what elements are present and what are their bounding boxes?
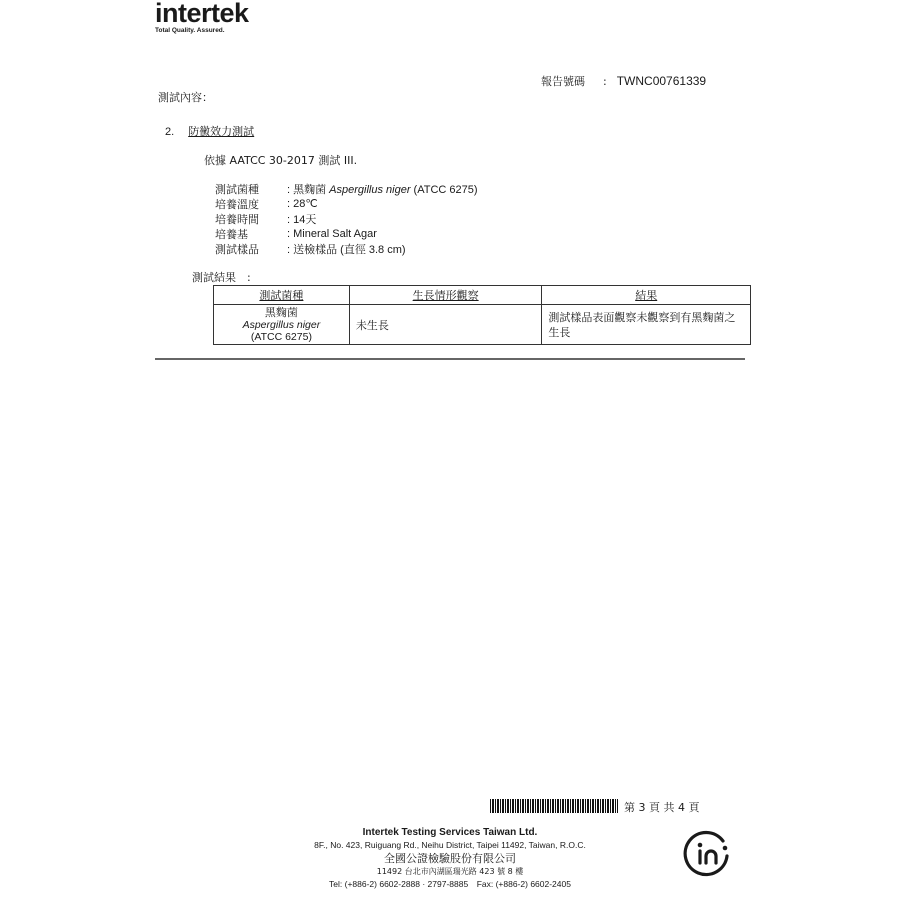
growth-cell: 未生長: [349, 305, 542, 345]
param-value: : 28℃: [287, 198, 318, 210]
logo-wordmark: intertek: [155, 0, 249, 28]
organism-cell: [214, 305, 350, 345]
footer-address: 8F., No. 423, Ruiguang Rd., Neihu District, Taipei 11492, Taiwan, R.O.C.: [314, 840, 586, 850]
test-content-label: 測試內容：: [158, 91, 213, 104]
page-number: 第 3 頁 共 4 頁: [624, 801, 700, 814]
footer-company: Intertek Testing Services Taiwan Ltd.: [362, 827, 538, 838]
section-title: 防黴效力測試: [188, 125, 255, 138]
report-number-colon: :: [603, 75, 607, 88]
test-parameters: [215, 181, 478, 256]
section-heading: [165, 123, 254, 139]
param-row: [215, 226, 478, 241]
param-value-prefix: : 黑麴菌: [287, 183, 330, 196]
report-number-value: TWNC00761339: [616, 74, 707, 88]
param-label: 測試樣品: [215, 242, 259, 256]
param-value: : Mineral Salt Agar: [287, 227, 377, 240]
param-row: [215, 181, 478, 196]
param-value: : 送檢樣品 (直徑 3.8 cm): [287, 243, 406, 256]
table-header-row: [214, 286, 751, 305]
organism-latin: [220, 319, 343, 331]
organism-strain: (ATCC 6275): [250, 330, 312, 343]
param-label: 培養基: [215, 227, 248, 241]
footer: [280, 826, 620, 890]
param-value-italic: Aspergillus niger: [329, 183, 411, 196]
result-cell: 測試樣品表面觀察未觀察到有黑麴菌之生長: [542, 305, 751, 345]
table-row: [214, 305, 751, 345]
column-header-growth: [349, 286, 542, 305]
param-label: 培養溫度: [215, 197, 259, 211]
footer-company-chinese: 全國公證檢驗股份有限公司: [384, 852, 516, 865]
param-value-suffix: (ATCC 6275): [410, 183, 478, 196]
section-divider: [155, 358, 745, 360]
column-header-result: [542, 286, 751, 305]
param-label: 測試菌種: [215, 182, 259, 196]
param-value: : 14天: [287, 213, 317, 226]
param-row: [215, 211, 478, 226]
barcode: [490, 799, 618, 813]
footer-telephone: Tel: (+886-2) 6602-2888 · 2797-8885 Fax: (+886-2) 6602-2405: [329, 879, 571, 889]
intertek-logo: [155, 0, 249, 34]
results-label: 測試結果 :: [192, 271, 251, 284]
footer-address-chinese: 11492 台北市內湖區瑞光路 423 號 8 樓: [376, 867, 524, 876]
organism-latin-text: Aspergillus niger: [242, 318, 321, 331]
param-label: 培養時間: [215, 212, 259, 226]
param-value: [287, 181, 478, 197]
column-header-text: 結果: [635, 289, 658, 302]
test-method: 依據 AATCC 30-2017 測試 III.: [204, 154, 358, 167]
section-number: 2.: [165, 126, 175, 138]
results-table: [213, 285, 751, 345]
report-number: [541, 73, 706, 89]
report-number-label: 報告號碼: [541, 75, 585, 88]
organism-chinese: 黑麴菌: [264, 305, 298, 319]
column-header-text: 生長情形觀察: [412, 289, 479, 302]
intertek-in-logo-icon: [683, 829, 731, 877]
column-header-text: 測試菌種: [259, 289, 304, 302]
param-row: [215, 241, 478, 256]
column-header-organism: [214, 286, 350, 305]
logo-tagline: Total Quality. Assured.: [155, 27, 225, 34]
param-row: [215, 196, 478, 211]
